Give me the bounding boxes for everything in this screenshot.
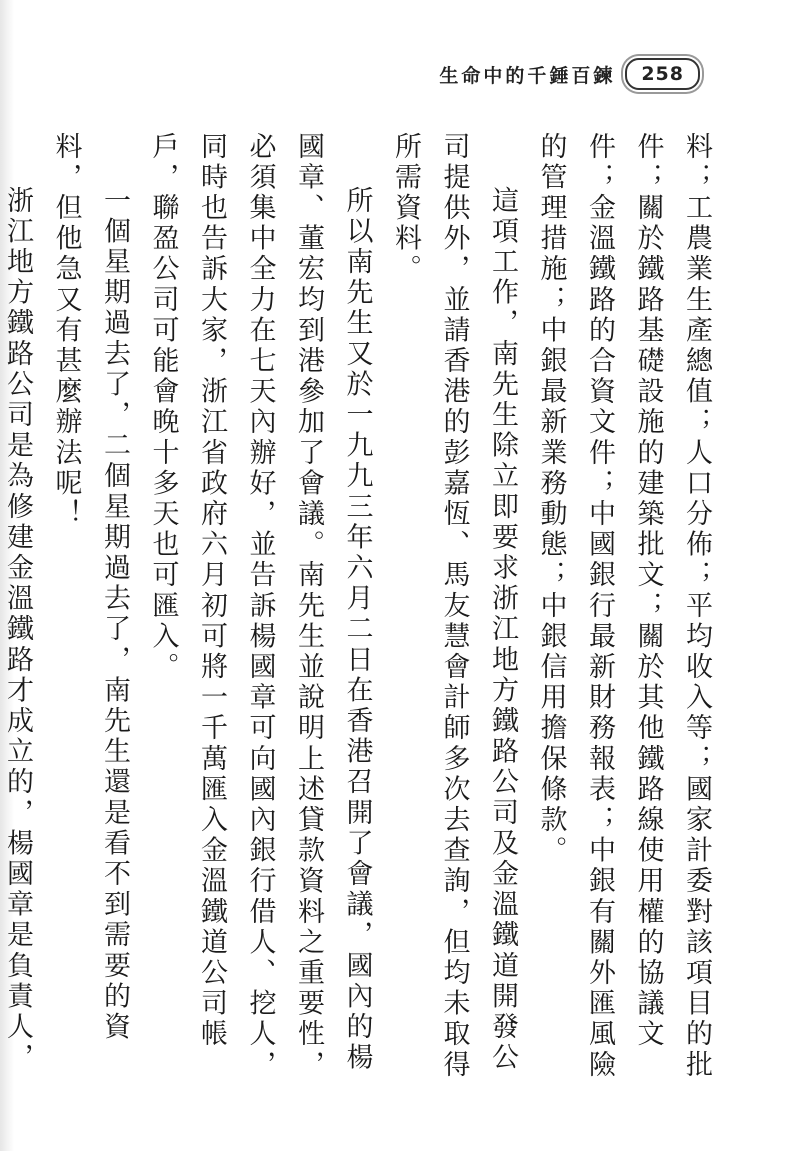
paragraph: 一個星期過去了，二個星期過去了，南先生還是看不到需要的資料，但他急又有甚麼辦法呢！ [50, 132, 130, 1043]
paragraph: 所以南先生又於一九九三年六月二日在香港召開了會議，國內的楊國章、董宏均到港參加了會議。南先生並說明上述貸款資料之重要性，必須集中全力在七天內辦好，並告訴楊國章可向國內銀行借人、挖人，同時也告訴大家，浙江省政府六月初可將一千萬匯入金溫鐵道公司帳戶，聯盈公司可能會晚十多天也可匯入。 [147, 132, 373, 1081]
paragraph-continued: 料；工農業生產總值；人口分佈；平均收入等；國家計委對該項目的批件；關於鐵路基礎設施的建築批文；關於其他鐵路線使用權的協議文件；金溫鐵路的合資文件；中國銀行最新財務報表；中銀有關外匯風險的管理措施；中銀最新業務動態；中銀信用擔保條款。 [535, 132, 712, 1081]
body-text [2, 132, 720, 1102]
book-title: 生命中的千錘百鍊 [439, 64, 616, 87]
paragraph: 浙江地方鐵路公司是為修建金溫鐵路才成立的，楊國章是負責人， [2, 186, 33, 1074]
running-header [439, 58, 700, 90]
page-number: 258 [641, 63, 684, 85]
paragraph: 這項工作，南先生除立即要求浙江地方鐵路公司及金溫鐵道開發公司提供外，並請香港的彭嘉恆、馬友慧會計師多次去查詢，但均未取得所需資料。 [390, 132, 518, 1081]
page-number-badge [625, 58, 700, 90]
